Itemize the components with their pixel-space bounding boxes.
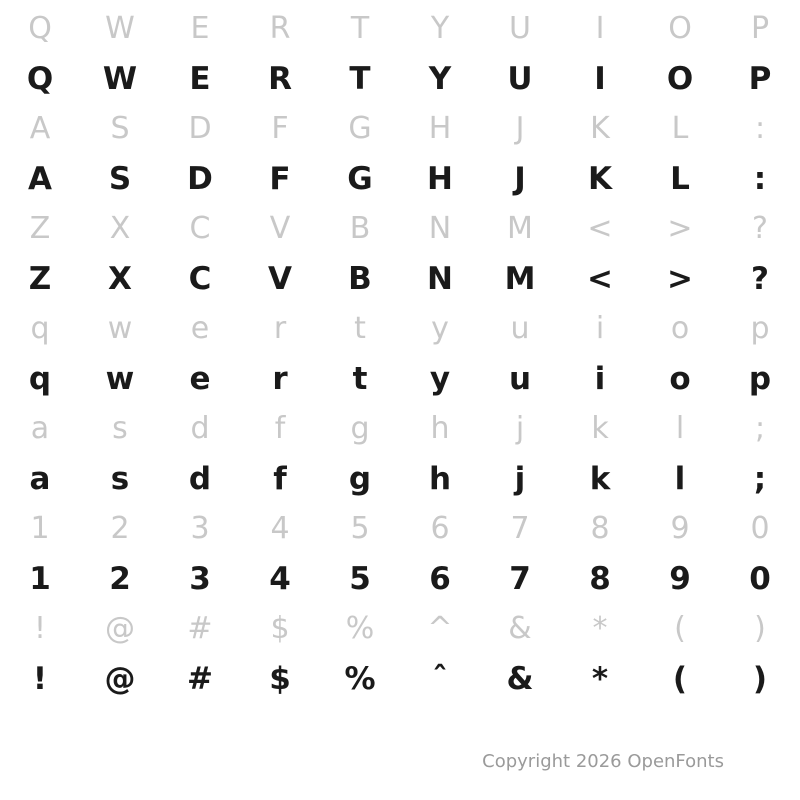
- glyph-cell: s: [110, 460, 130, 497]
- glyph-cell: u: [510, 311, 530, 346]
- glyph-cell: J: [514, 160, 526, 197]
- glyph-cell: p: [748, 360, 772, 397]
- glyph-cell: 2: [110, 511, 130, 546]
- glyph-cell: 1: [29, 560, 51, 597]
- glyph-row: [0, 254, 800, 304]
- glyph-cell: D: [188, 111, 212, 146]
- glyph-cell: B: [348, 260, 372, 297]
- glyph-cell: l: [675, 411, 685, 446]
- glyph-cell: *: [591, 660, 609, 697]
- glyph-cell: o: [669, 360, 691, 397]
- glyph-row: [0, 204, 800, 254]
- glyph-row: [0, 554, 800, 604]
- glyph-cell: p: [750, 311, 770, 346]
- glyph-cell: Z: [29, 211, 51, 246]
- glyph-cell: U: [507, 60, 533, 97]
- glyph-cell: S: [110, 111, 130, 146]
- glyph-cell: !: [33, 611, 47, 646]
- glyph-cell: %: [344, 660, 376, 697]
- glyph-cell: :: [754, 111, 766, 146]
- glyph-row: [0, 154, 800, 204]
- glyph-cell: E: [189, 60, 211, 97]
- glyph-cell: g: [348, 460, 372, 497]
- glyph-cell: y: [429, 360, 451, 397]
- glyph-cell: k: [591, 411, 609, 446]
- glyph-row: [0, 354, 800, 404]
- glyph-cell: g: [350, 411, 370, 446]
- glyph-cell: %: [345, 611, 375, 646]
- glyph-row: [0, 4, 800, 54]
- glyph-cell: y: [431, 311, 449, 346]
- glyph-cell: J: [515, 111, 525, 146]
- glyph-cell: 3: [190, 511, 210, 546]
- glyph-cell: h: [428, 460, 452, 497]
- glyph-cell: #: [187, 660, 213, 697]
- glyph-cell: (: [672, 660, 688, 697]
- glyph-cell: (: [674, 611, 686, 646]
- glyph-cell: W: [102, 60, 138, 97]
- glyph-cell: i: [594, 360, 606, 397]
- glyph-cell: Q: [26, 60, 54, 97]
- copyright-notice: Copyright 2026 OpenFonts: [482, 751, 724, 772]
- glyph-cell: 4: [270, 511, 290, 546]
- glyph-cell: w: [105, 360, 135, 397]
- glyph-cell: h: [430, 411, 450, 446]
- glyph-cell: :: [753, 160, 767, 197]
- glyph-cell: #: [187, 611, 213, 646]
- glyph-cell: 4: [269, 560, 291, 597]
- glyph-cell: S: [108, 160, 132, 197]
- glyph-cell: &: [508, 611, 532, 646]
- glyph-row: [0, 654, 800, 704]
- glyph-cell: R: [268, 60, 292, 97]
- glyph-cell: r: [272, 360, 288, 397]
- glyph-cell: &: [506, 660, 534, 697]
- glyph-cell: r: [273, 311, 287, 346]
- glyph-cell: @: [104, 660, 136, 697]
- glyph-cell: a: [30, 411, 50, 446]
- glyph-cell: Y: [428, 60, 452, 97]
- glyph-cell: I: [594, 60, 606, 97]
- glyph-cell: E: [190, 11, 210, 46]
- glyph-cell: T: [350, 11, 370, 46]
- glyph-cell: C: [188, 260, 212, 297]
- glyph-cell: >: [667, 211, 693, 246]
- glyph-cell: R: [269, 11, 291, 46]
- glyph-row: [0, 454, 800, 504]
- glyph-cell: H: [427, 160, 453, 197]
- glyph-cell: ): [754, 611, 766, 646]
- glyph-cell: 6: [429, 560, 451, 597]
- glyph-cell: f: [274, 411, 286, 446]
- glyph-cell: 8: [590, 511, 610, 546]
- glyph-row: [0, 504, 800, 554]
- glyph-cell: X: [109, 211, 131, 246]
- glyph-cell: F: [271, 111, 289, 146]
- glyph-cell: ;: [754, 411, 766, 446]
- glyph-cell: f: [273, 460, 287, 497]
- glyph-cell: I: [595, 11, 605, 46]
- glyph-cell: B: [349, 211, 371, 246]
- glyph-cell: q: [28, 360, 52, 397]
- glyph-cell: G: [347, 160, 373, 197]
- glyph-cell: <: [587, 260, 613, 297]
- glyph-cell: V: [268, 260, 292, 297]
- glyph-cell: M: [507, 211, 533, 246]
- glyph-cell: w: [107, 311, 133, 346]
- glyph-cell: 7: [509, 560, 531, 597]
- glyph-cell: <: [587, 211, 613, 246]
- glyph-cell: L: [671, 111, 689, 146]
- glyph-row: [0, 404, 800, 454]
- glyph-cell: i: [595, 311, 605, 346]
- glyph-cell: P: [748, 60, 772, 97]
- glyph-cell: d: [188, 460, 212, 497]
- glyph-cell: u: [508, 360, 532, 397]
- glyph-cell: T: [349, 60, 371, 97]
- glyph-cell: >: [667, 260, 693, 297]
- glyph-cell: 9: [670, 511, 690, 546]
- glyph-cell: L: [670, 160, 690, 197]
- glyph-cell: ?: [752, 211, 768, 246]
- glyph-cell: e: [190, 311, 210, 346]
- glyph-cell: 6: [430, 511, 450, 546]
- glyph-cell: ˆ: [432, 660, 448, 697]
- glyph-cell: ^: [427, 611, 453, 646]
- glyph-cell: K: [590, 111, 610, 146]
- glyph-cell: ;: [753, 460, 767, 497]
- glyph-cell: D: [187, 160, 213, 197]
- glyph-cell: t: [352, 360, 368, 397]
- glyph-cell: 5: [350, 511, 370, 546]
- glyph-cell: 5: [349, 560, 371, 597]
- glyph-cell: ?: [751, 260, 769, 297]
- glyph-cell: 0: [749, 560, 771, 597]
- glyph-row: [0, 54, 800, 104]
- glyph-row: [0, 604, 800, 654]
- glyph-cell: d: [190, 411, 210, 446]
- glyph-cell: Z: [28, 260, 52, 297]
- glyph-cell: Q: [28, 11, 52, 46]
- glyph-cell: $: [269, 660, 291, 697]
- glyph-cell: F: [269, 160, 291, 197]
- glyph-cell: W: [105, 11, 135, 46]
- glyph-cell: O: [668, 11, 692, 46]
- glyph-cell: V: [269, 211, 291, 246]
- glyph-cell: H: [428, 111, 452, 146]
- glyph-cell: A: [29, 111, 51, 146]
- glyph-cell: 1: [30, 511, 50, 546]
- glyph-row: [0, 304, 800, 354]
- glyph-cell: o: [670, 311, 690, 346]
- glyph-cell: ): [752, 660, 768, 697]
- glyph-cell: @: [105, 611, 135, 646]
- glyph-cell: G: [348, 111, 372, 146]
- glyph-cell: k: [589, 460, 611, 497]
- glyph-cell: e: [189, 360, 211, 397]
- glyph-cell: M: [504, 260, 536, 297]
- glyph-cell: 7: [510, 511, 530, 546]
- glyph-cell: $: [270, 611, 290, 646]
- glyph-cell: j: [514, 460, 526, 497]
- glyph-row: [0, 104, 800, 154]
- glyph-cell: 2: [109, 560, 131, 597]
- glyph-cell: K: [587, 160, 613, 197]
- glyph-cell: U: [509, 11, 531, 46]
- glyph-cell: s: [112, 411, 128, 446]
- glyph-cell: !: [32, 660, 48, 697]
- glyph-cell: a: [29, 460, 51, 497]
- glyph-cell: A: [28, 160, 52, 197]
- glyph-cell: 9: [669, 560, 691, 597]
- glyph-cell: 8: [589, 560, 611, 597]
- glyph-cell: t: [354, 311, 366, 346]
- glyph-cell: C: [189, 211, 211, 246]
- glyph-cell: 0: [750, 511, 770, 546]
- glyph-cell: 3: [189, 560, 211, 597]
- glyph-cell: l: [674, 460, 686, 497]
- glyph-cell: O: [666, 60, 694, 97]
- glyph-cell: N: [427, 260, 453, 297]
- glyph-cell: q: [30, 311, 50, 346]
- glyph-cell: *: [592, 611, 608, 646]
- glyph-cell: P: [750, 11, 770, 46]
- glyph-cell: Y: [430, 11, 450, 46]
- glyph-cell: N: [428, 211, 452, 246]
- glyph-cell: X: [108, 260, 132, 297]
- glyph-cell: j: [515, 411, 525, 446]
